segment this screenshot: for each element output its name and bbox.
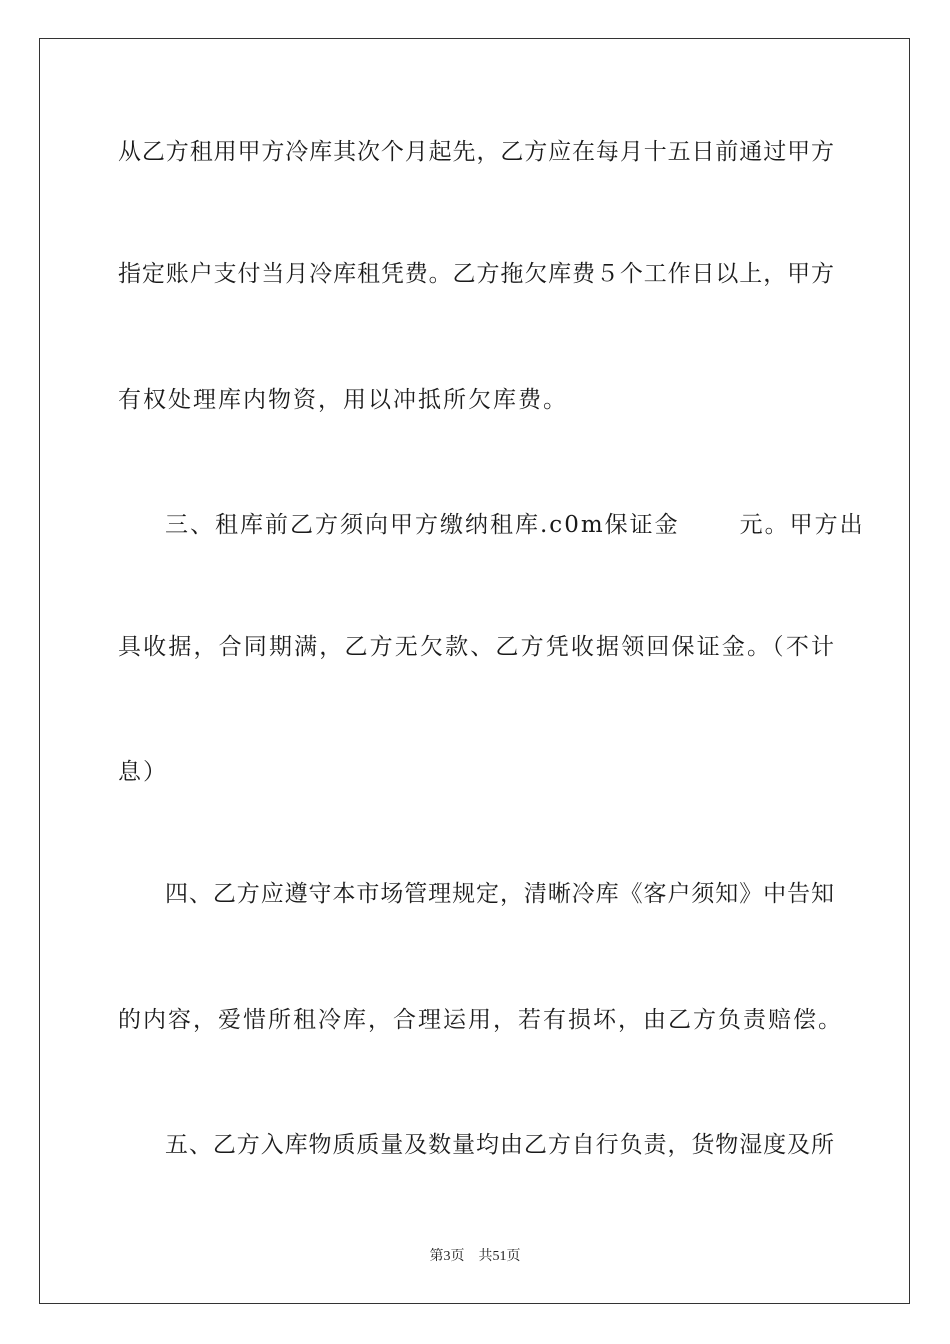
page-border <box>39 38 910 1304</box>
paragraph-line-3: 有权处理库内物资，用以冲抵所欠库费。 <box>118 387 568 413</box>
paragraph-line-2: 指定账户支付当月冷库租凭费。乙方拖欠库费５个工作日以上，甲方 <box>118 261 834 287</box>
page-number: 第3页 共51页 <box>429 1249 521 1264</box>
page-footer <box>0 1245 950 1265</box>
paragraph-line-4 <box>165 510 865 540</box>
paragraph-line-1: 从乙方租用甲方冷库其次个月起先，乙方应在每月十五日前通过甲方 <box>118 139 834 165</box>
paragraph-line-9: 五、乙方入库物质质量及数量均由乙方自行负责，货物湿度及所 <box>165 1132 834 1158</box>
clause-three-text: 三、租库前乙方须向甲方缴纳租库.c0m保证金 <box>165 512 680 538</box>
paragraph-line-6: 息） <box>118 759 168 785</box>
paragraph-line-8: 的内容，爱惜所租冷库，合理运用，若有损坏，由乙方负责赔偿。 <box>118 1007 843 1033</box>
paragraph-line-5: 具收据，合同期满，乙方无欠款、乙方凭收据领回保证金。（不计 <box>118 634 834 660</box>
clause-three-text-tail: 元。甲方出 <box>739 512 865 538</box>
paragraph-line-7: 四、乙方应遵守本市场管理规定，清晰冷库《客户须知》中告知 <box>165 881 834 907</box>
